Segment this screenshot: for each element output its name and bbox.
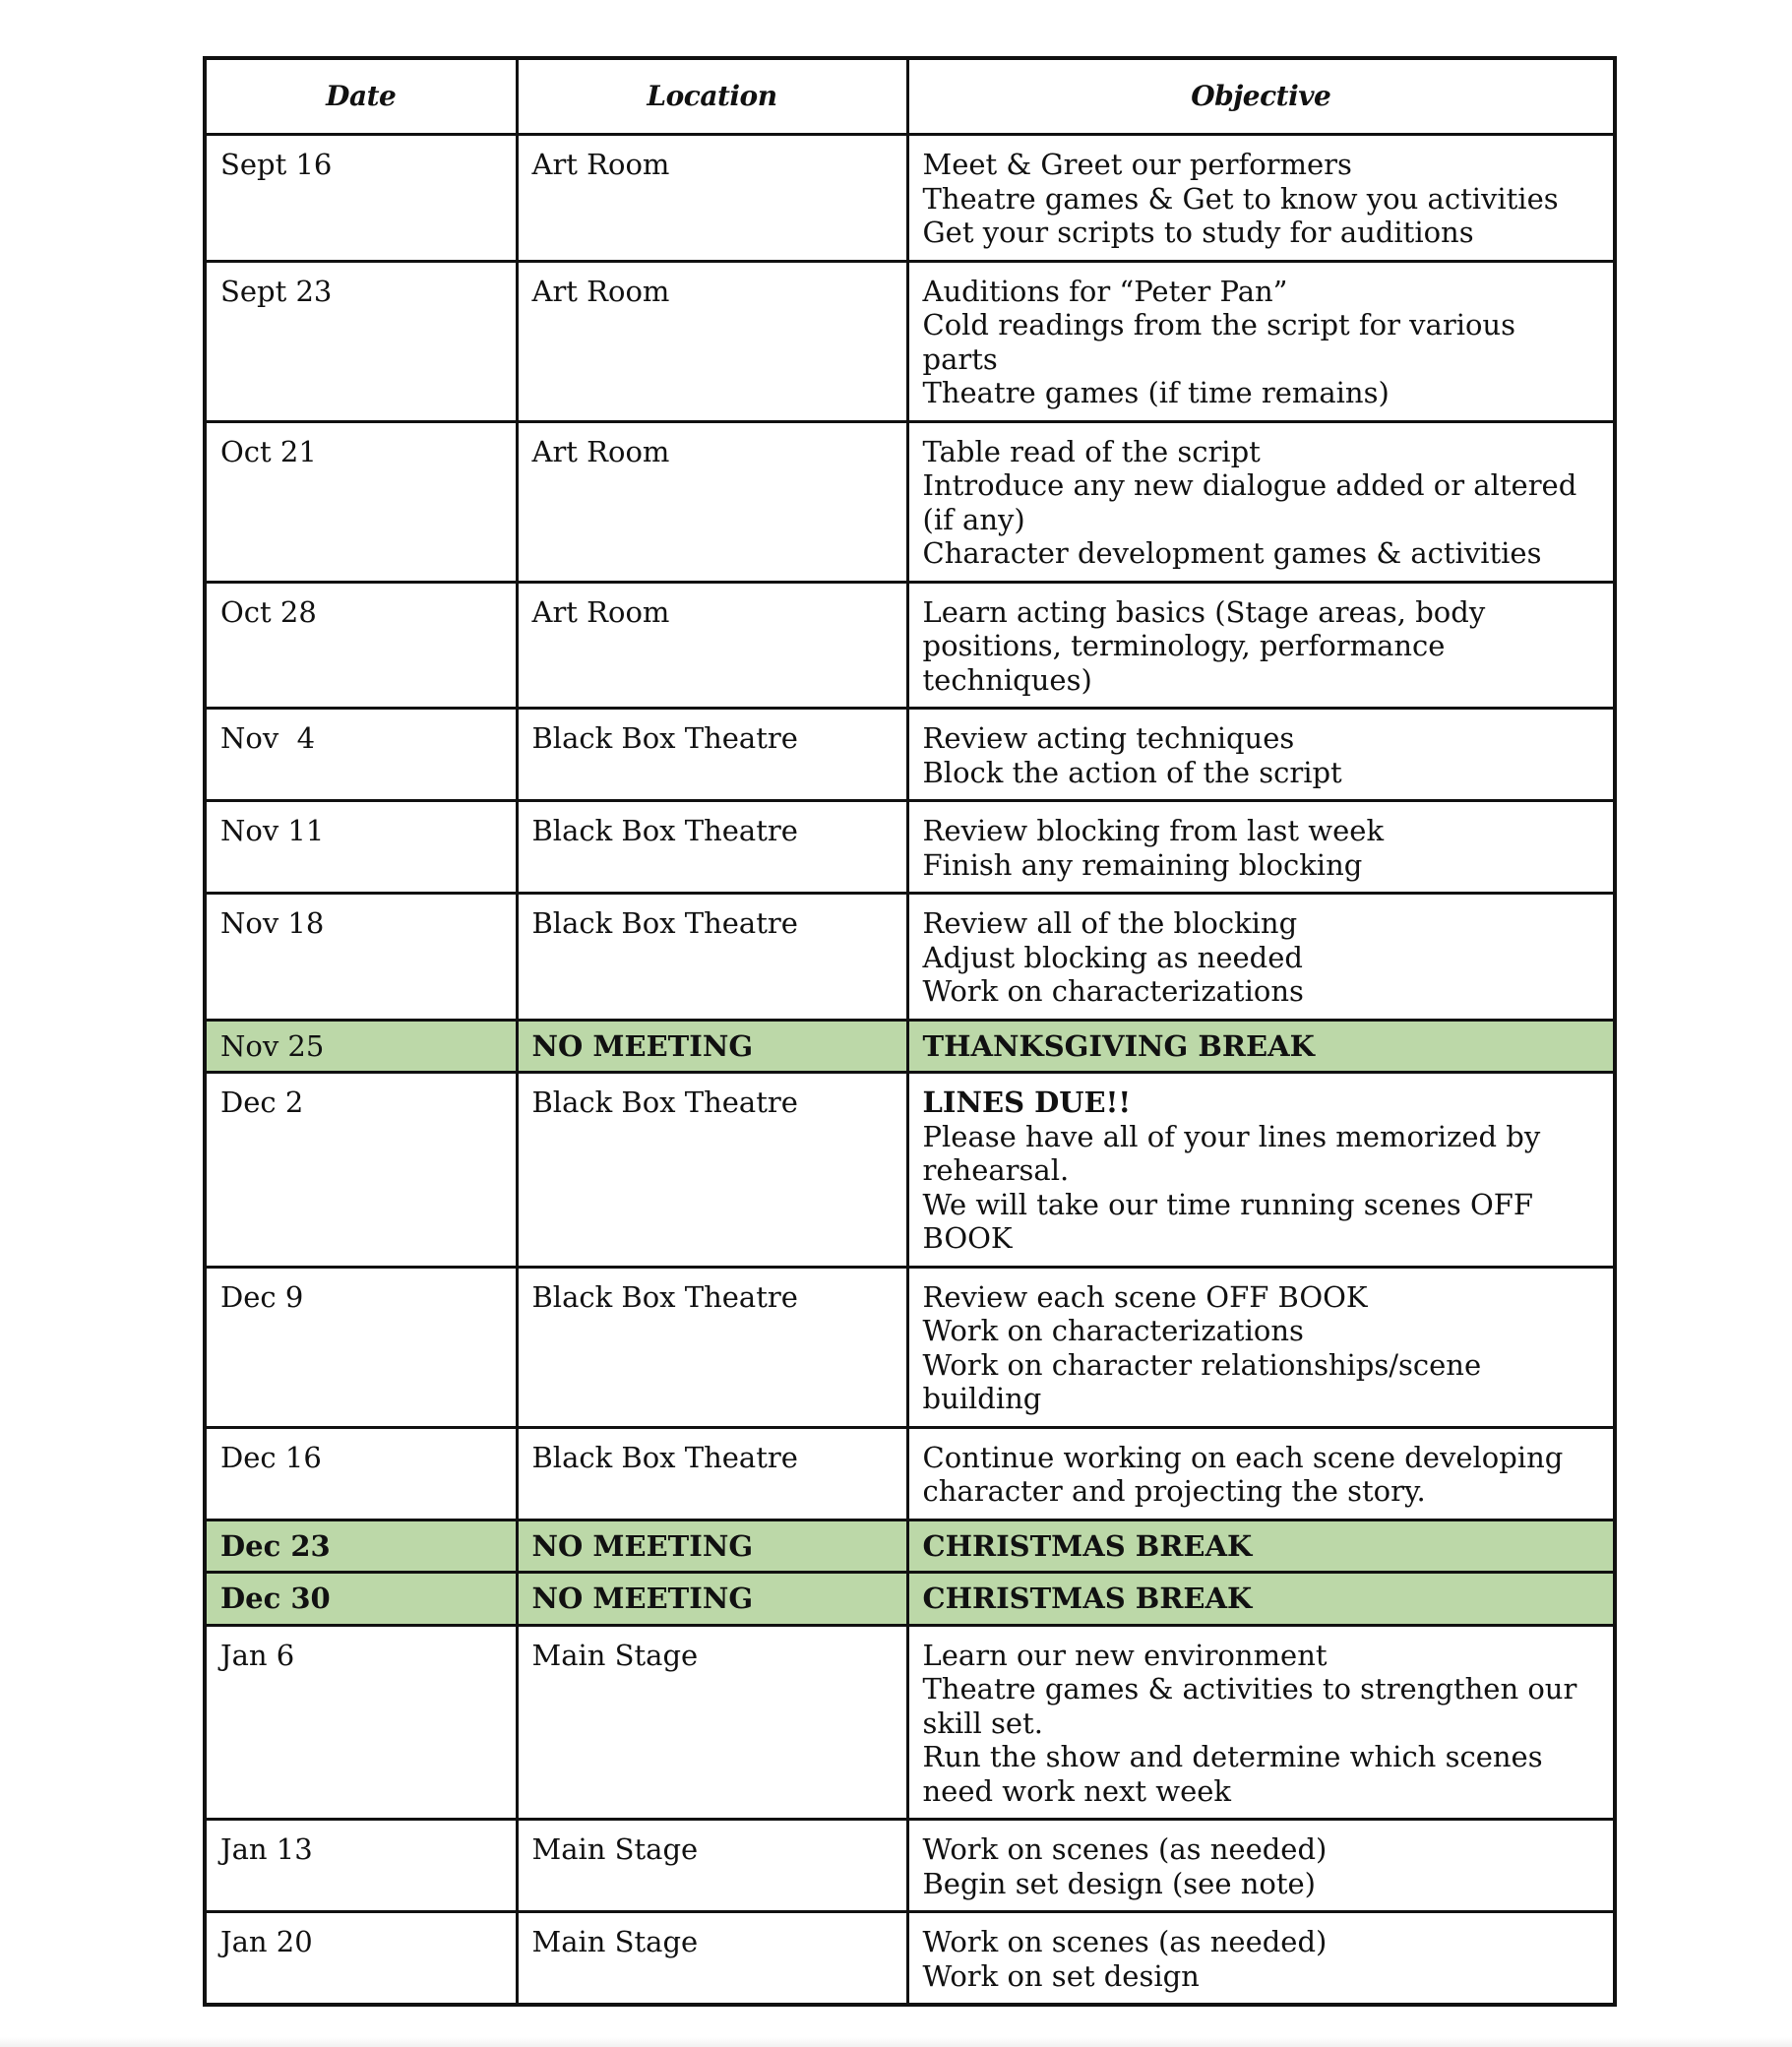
- objective-line: Work on set design: [922, 1958, 1200, 1993]
- table-row: [205, 1912, 1615, 2006]
- row-location: NO MEETING: [517, 1020, 907, 1073]
- table-row: [205, 1427, 1615, 1520]
- objective-line: Table read of the script: [922, 434, 1261, 468]
- row-objective: [907, 1820, 1615, 1912]
- objective-line: Theatre games (if time remains): [922, 376, 1390, 409]
- row-objective: [907, 1427, 1615, 1520]
- objective-line: Work on character relationships/scene building: [922, 1347, 1482, 1415]
- row-objective: [907, 421, 1615, 582]
- row-location: Main Stage: [517, 1912, 907, 2006]
- row-date: Dec 9: [205, 1267, 517, 1427]
- objective-line: Run the show and determine which scenes need work next week: [922, 1740, 1543, 1808]
- table-row: [205, 1073, 1615, 1268]
- row-date: Oct 28: [205, 582, 517, 709]
- row-date: Sept 23: [205, 261, 517, 421]
- row-objective: CHRISTMAS BREAK: [907, 1520, 1615, 1573]
- row-objective: [907, 1912, 1615, 2006]
- objective-line: Adjust blocking as needed: [922, 940, 1303, 974]
- row-date: Nov 25: [205, 1020, 517, 1073]
- table-row: [205, 894, 1615, 1021]
- objective-line: Work on characterizations: [922, 1314, 1304, 1347]
- row-location: Main Stage: [517, 1820, 907, 1912]
- row-location: Art Room: [517, 421, 907, 582]
- objective-line: Review acting techniques: [922, 721, 1295, 755]
- row-location: Black Box Theatre: [517, 1427, 907, 1520]
- row-objective: [907, 1073, 1615, 1268]
- objective-line: Block the action of the script: [922, 755, 1342, 789]
- row-date: Jan 20: [205, 1912, 517, 2006]
- objective-line: Review each scene OFF BOOK: [922, 1279, 1368, 1314]
- row-date: Jan 6: [205, 1625, 517, 1820]
- row-location: NO MEETING: [517, 1520, 907, 1573]
- objective-line: Work on characterizations: [922, 974, 1304, 1008]
- objective-line: Theatre games & Get to know you activities: [922, 181, 1559, 216]
- row-location: Art Room: [517, 582, 907, 709]
- objective-line: Work on scenes (as needed): [922, 1925, 1328, 1958]
- objective-line: Cold readings from the script for various parts: [922, 308, 1515, 376]
- row-location: Black Box Theatre: [517, 1267, 907, 1427]
- row-date: Dec 23: [205, 1520, 517, 1573]
- row-objective: [907, 135, 1615, 262]
- objective-line: Learn our new environment: [922, 1638, 1328, 1672]
- table-row: [205, 261, 1615, 421]
- row-location: Art Room: [517, 135, 907, 262]
- header-location: Location: [517, 58, 907, 135]
- table-row: [205, 1820, 1615, 1912]
- objective-line: Introduce any new dialogue added or altered (if any): [922, 468, 1577, 536]
- objective-line: Auditions for “Peter Pan”: [922, 274, 1288, 308]
- objective-line: Continue working on each scene developing character and projecting the story.: [922, 1440, 1564, 1508]
- break-row: [205, 1573, 1615, 1626]
- row-date: Jan 13: [205, 1820, 517, 1912]
- header-date: Date: [205, 58, 517, 135]
- objective-line: Meet & Greet our performers: [922, 148, 1352, 181]
- row-objective: [907, 1625, 1615, 1820]
- objective-line: Finish any remaining blocking: [922, 847, 1363, 882]
- table-header-row: [205, 58, 1615, 135]
- objective-line: Learn acting basics (Stage areas, body positions, terminology, performance techniques): [922, 594, 1486, 697]
- table-row: [205, 582, 1615, 709]
- row-date: Nov 11: [205, 801, 517, 894]
- row-objective: [907, 801, 1615, 894]
- row-date: Dec 2: [205, 1073, 517, 1268]
- table-row: [205, 421, 1615, 582]
- table-row: [205, 1625, 1615, 1820]
- row-objective: [907, 709, 1615, 801]
- header-objective: Objective: [907, 58, 1615, 135]
- row-date: Dec 30: [205, 1573, 517, 1626]
- row-location: Black Box Theatre: [517, 1073, 907, 1268]
- row-date: Nov 18: [205, 894, 517, 1021]
- row-objective: THANKSGIVING BREAK: [907, 1020, 1615, 1073]
- rehearsal-schedule-table: [203, 56, 1617, 2007]
- objective-line: We will take our time running scenes OFF BOOK: [922, 1187, 1533, 1255]
- row-date: Sept 16: [205, 135, 517, 262]
- objective-line: Work on scenes (as needed): [922, 1832, 1328, 1866]
- table-row: [205, 801, 1615, 894]
- row-objective: [907, 582, 1615, 709]
- row-date: Oct 21: [205, 421, 517, 582]
- row-objective: CHRISTMAS BREAK: [907, 1573, 1615, 1626]
- row-location: Main Stage: [517, 1625, 907, 1820]
- objective-line: Review all of the blocking: [922, 906, 1298, 940]
- table-row: [205, 709, 1615, 801]
- row-date: Nov 4: [205, 709, 517, 801]
- row-location: NO MEETING: [517, 1573, 907, 1626]
- page-bottom-edge: [0, 2037, 1792, 2047]
- break-row: [205, 1020, 1615, 1073]
- row-date: Dec 16: [205, 1427, 517, 1520]
- break-row: [205, 1520, 1615, 1573]
- table-row: [205, 135, 1615, 262]
- row-location: Black Box Theatre: [517, 709, 907, 801]
- row-location: Black Box Theatre: [517, 801, 907, 894]
- row-location: Black Box Theatre: [517, 894, 907, 1021]
- row-objective: [907, 261, 1615, 421]
- objective-heading: LINES DUE!!: [922, 1086, 1132, 1119]
- objective-line: Character development games & activities: [922, 536, 1542, 570]
- objective-line: Theatre games & activities to strengthen our skill set.: [922, 1672, 1577, 1740]
- objective-line: Review blocking from last week: [922, 814, 1385, 847]
- objective-line: Begin set design (see note): [922, 1866, 1316, 1900]
- row-objective: [907, 894, 1615, 1021]
- row-location: Art Room: [517, 261, 907, 421]
- objective-line: Please have all of your lines memorized by rehearsal.: [922, 1119, 1541, 1187]
- objective-line: Get your scripts to study for auditions: [922, 216, 1474, 249]
- table-row: [205, 1267, 1615, 1427]
- row-objective: [907, 1267, 1615, 1427]
